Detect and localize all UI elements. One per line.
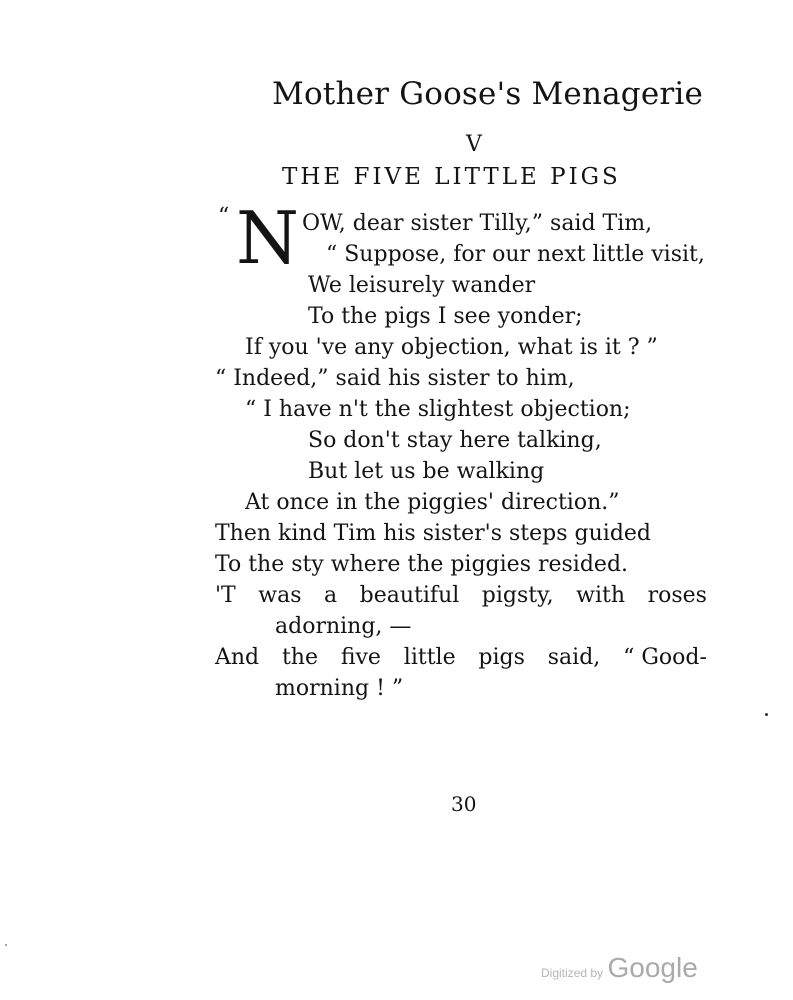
drop-cap-letter: N (236, 196, 299, 280)
watermark-prefix: Digitized by (541, 966, 604, 980)
poem-word: a (324, 583, 338, 608)
poem-title: THE FIVE LITTLE PIGS (282, 164, 621, 190)
poem-line: adorning, — (275, 614, 412, 639)
poem-word: the (281, 645, 318, 670)
poem-word: beautiful (359, 583, 460, 608)
poem-line: If you 've any objection, what is it ? ” (245, 335, 658, 360)
poem-line: “ Indeed,” said his sister to him, (215, 366, 575, 391)
poem-word: 'T (215, 583, 236, 608)
poem-word: “ Good- (623, 645, 707, 670)
poem-line-justified (215, 644, 707, 672)
poem-line: At once in the piggies' direction.” (245, 490, 620, 515)
poem-line: OW, dear sister Tilly,” said Tim, (302, 211, 653, 236)
google-logo: Google (607, 952, 698, 983)
poem-word: was (258, 583, 302, 608)
opening-quote: “ (218, 204, 230, 229)
poem-word: And (215, 645, 260, 670)
poem-line: So don't stay here talking, (308, 428, 602, 453)
digitized-by-watermark (541, 952, 698, 984)
poem-word: with (576, 583, 626, 608)
poem-line: Then kind Tim his sister's steps guided (215, 521, 652, 546)
poem-word: pigs (478, 645, 525, 670)
poem-line: But let us be walking (308, 459, 545, 484)
poem-word: roses (647, 583, 707, 608)
poem-line: We leisurely wander (308, 273, 536, 298)
section-number: V (466, 132, 482, 157)
poem-word: little (403, 645, 456, 670)
page-number: 30 (451, 792, 477, 816)
poem-word: five (340, 645, 381, 670)
poem-line: “ Suppose, for our next little visit, (326, 242, 705, 267)
running-header: Mother Goose's Menagerie (272, 76, 704, 112)
poem-line: morning ! ” (275, 676, 404, 701)
ink-speck (5, 944, 7, 946)
poem-line: “ I have n't the slightest objection; (245, 397, 631, 422)
poem-word: said, (547, 645, 601, 670)
poem-line: To the pigs I see yonder; (308, 304, 583, 329)
poem-line: To the sty where the piggies resided. (215, 552, 629, 577)
poem-word: pigsty, (481, 583, 554, 608)
ink-speck (765, 713, 768, 716)
poem-line-justified (215, 582, 707, 610)
